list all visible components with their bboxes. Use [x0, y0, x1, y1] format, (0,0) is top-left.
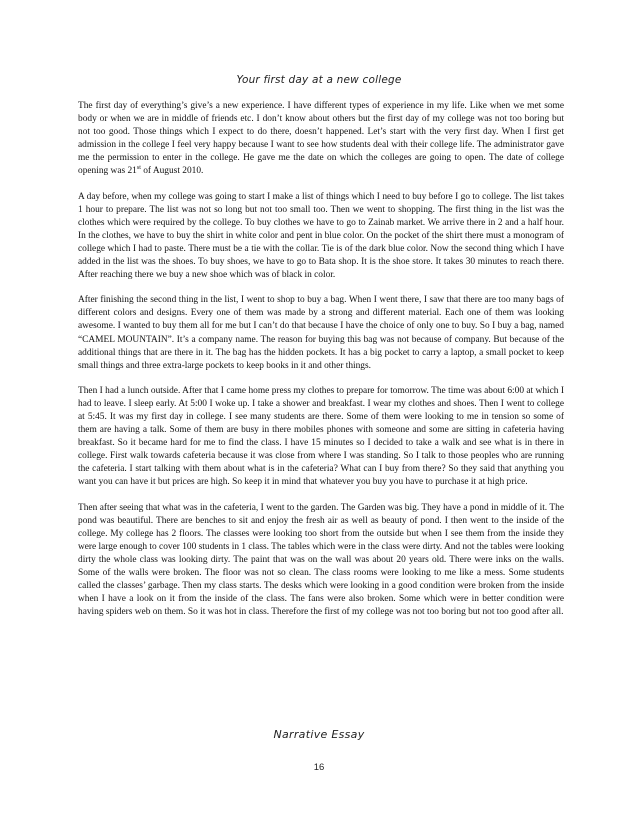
paragraph-1	[78, 100, 564, 179]
paragraph-2: A day before, when my college was going to start I make a list of things which I need to buy before I go to college. The list takes 1 hour to prepare. The list was not so long but not too small too. Then we went to shopping. The first thing in the list was the clothes which were required by the college. To buy clothes we have to go to Zainab market. We arrive there in 2 and a half hour. In the clothes, we have to buy the shirt in white color and pent in blue color. On the pocket of the shirt there must a monogram of college which I had to paste. There must be a tie with the collar. Tie is of the dark blue color. Now the second thing which I have added in the list was the shoes. To buy shoes, we have to go to Bata shop. It is the shoe store. It takes 30 minutes to reach there. After reaching there we buy a new shoe which was of black in color.	[78, 191, 564, 281]
page-number: 16	[313, 762, 325, 773]
paragraph-5: Then after seeing that what was in the cafeteria, I went to the garden. The Garden was big. They have a pond in middle of it. The pond was beautiful. There are benches to sit and enjoy the fresh air as well as beauty of pond. I then went to the inside of the college. My college has 2 floors. The classes were looking too short from the outside but when I see them from the inside they were large enough to cover 100 students in 1 class. The tables which were in the class were dirty. And not the tables were looking dirty the whole class was looking dirty. The paint that was on the wall was about 20 years old. There were inks on the walls. Some of the walls were broken. The floor was not so clean. The class rooms were looking to me like a mess. Some students called the classes’ garbage. Then my class starts. The desks which were looking in a good condition were broken from the inside when I have a look on it from the inside of the class. The fans were also broken. Some which were in better condition were having spiders web on them. So it was hot in class. Therefore the first of my college was not too boring but not too good after all.	[78, 502, 564, 618]
essay-body	[78, 100, 564, 631]
paragraph-1-tail: of August 2010.	[140, 166, 204, 177]
paragraph-4: Then I had a lunch outside. After that I came home press my clothes to prepare for tomorrow. The time was about 6:00 at which I had to leave. I sleep early. At 5:00 I woke up. I take a shower and breakfast. I wear my clothes and shoes. Then I went to college at 5:45. It was my first day in college. I see many students are there. Some of them were looking to me in tension so some of them are having a talk. Some of them are busy in there mobiles phones with someone and some are sitting in cafeteria having breakfast. So it became hard for me to find the class. I have 15 minutes so I decided to take a walk and see what is in there in college. First walk towards cafeteria because it was close from where I was standing. So I talk to those peoples who are running the cafeteria. I start talking with them about what is in the cafeteria? What can I buy from there? So they said that anything you want you can have it but prices are high. So keep it in mind that whatever you buy you have to purchase it at high price.	[78, 385, 564, 488]
essay-title: Your first day at a new college	[236, 74, 402, 86]
paragraph-3: After finishing the second thing in the list, I went to shop to buy a bag. When I went there, I saw that there are too many bags of different colors and designs. Every one of them was made by a strong and different material. Each one of them was looking awesome. I wanted to buy them all for me but I can’t do that because I have the choice of only one to buy. So I buy a bag, named “CAMEL MOUNTAIN”. It’s a company name. The reason for buying this bag was not because of company. But because of the additional things that are there in it. The bag has the hidden pockets. It has a big pocket to carry a laptop, a small pocket to keep small things and three extra-large pockets to keep books in it and other things.	[78, 295, 564, 371]
ordinal-suffix: st	[136, 165, 141, 172]
footer-title: Narrative Essay	[273, 728, 365, 741]
paragraph-1-text: The first day of everything’s give’s a new experience. I have different types of experience in my life. Like when we met some body or when we are in middle of friends etc. I don’t know about others but the first day of my college was not too boring but not too good. Those things which I expect to do there, doesn’t happened. Let’s start with the very first day. When I first get admission in the college I feel very happy because I want to see how students deal with their college life. The administrator gave me the permission to enter in the college. He gave me the date on which the colleges are going to open. The date of college opening was 21	[78, 101, 564, 177]
